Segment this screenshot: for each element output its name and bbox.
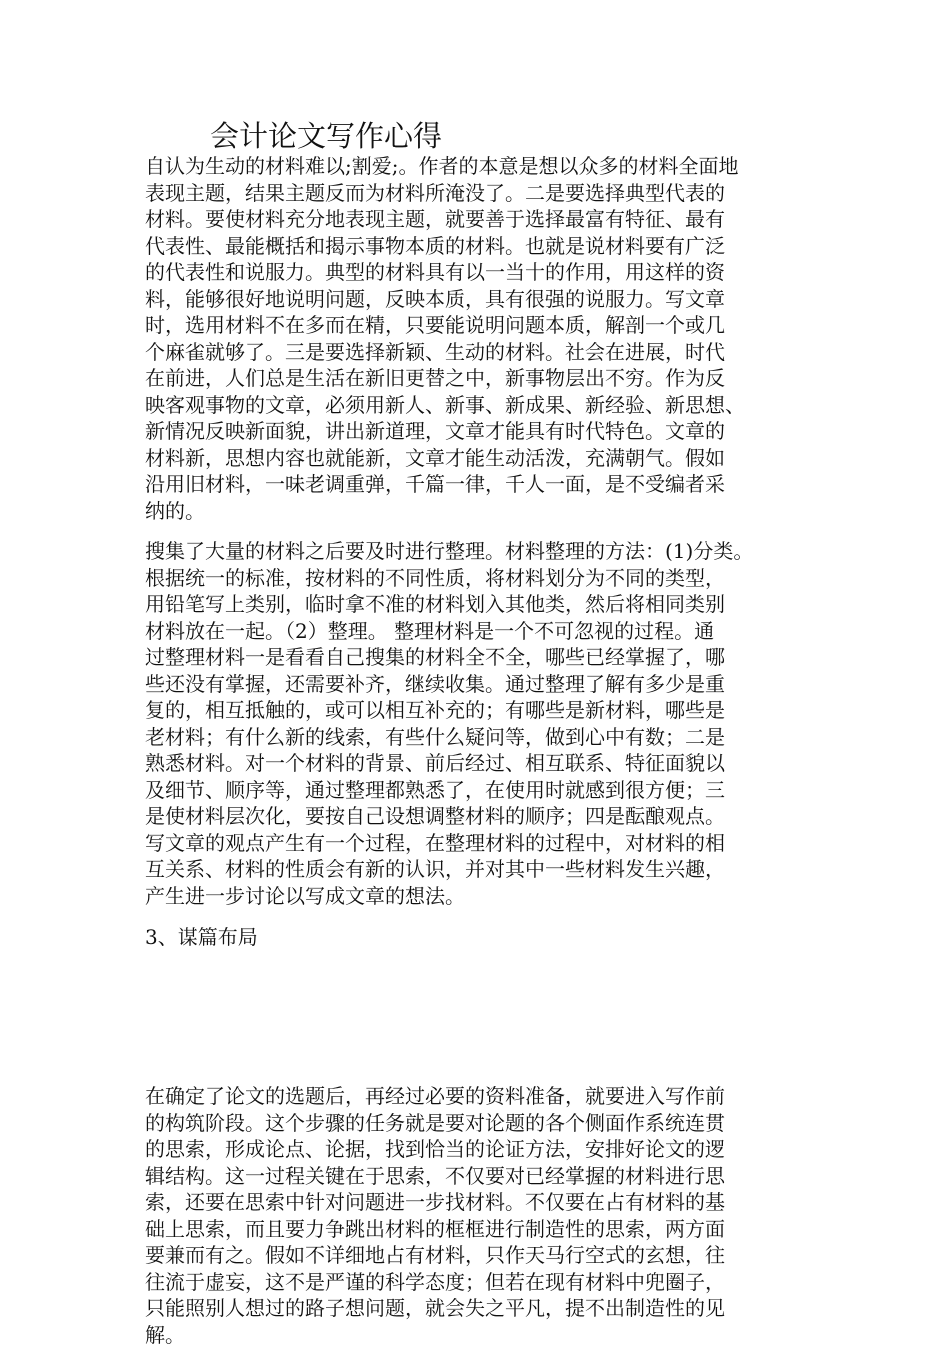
text-line: 新情况反映新面貌，讲出新道理，文章才能具有时代特色。文章的 bbox=[145, 418, 825, 445]
text-line: 用铅笔写上类别，临时拿不准的材料划入其他类，然后将相同类别 bbox=[145, 591, 825, 618]
text-line: 往流于虚妄，这不是严谨的科学态度；但若在现有材料中兜圈子， bbox=[145, 1269, 825, 1296]
text-line: 熟悉材料。对一个材料的背景、前后经过、相互联系、特征面貌以 bbox=[145, 750, 825, 777]
text-line: 产生进一步讨论以写成文章的想法。 bbox=[145, 883, 825, 910]
text-line: 搜集了大量的材料之后要及时进行整理。材料整理的方法：(1)分类。 bbox=[145, 538, 825, 565]
text-line: 纳的。 bbox=[145, 498, 825, 525]
paragraph-material-organizing bbox=[145, 538, 825, 909]
text-line: 老材料；有什么新的线索，有些什么疑问等，做到心中有数；二是 bbox=[145, 724, 825, 751]
text-line: 要兼而有之。假如不详细地占有材料，只作天马行空式的玄想，往 bbox=[145, 1242, 825, 1269]
text-line: 个麻雀就够了。三是要选择新颖、生动的材料。社会在进展，时代 bbox=[145, 339, 825, 366]
text-line: 自认为生动的材料难以;割爱;。作者的本意是想以众多的材料全面地 bbox=[145, 153, 825, 180]
text-line: 沿用旧材料，一味老调重弹，千篇一律，千人一面，是不受编者采 bbox=[145, 471, 825, 498]
text-line: 材料新，思想内容也就能新，文章才能生动活泼，充满朝气。假如 bbox=[145, 445, 825, 472]
text-line: 在确定了论文的选题后，再经过必要的资料准备，就要进入写作前 bbox=[145, 1083, 825, 1110]
text-line: 表现主题，结果主题反而为材料所淹没了。二是要选择典型代表的 bbox=[145, 180, 825, 207]
text-line: 材料放在一起。（2）整理。 整理材料是一个不可忽视的过程。通 bbox=[145, 618, 825, 645]
text-line: 辑结构。这一过程关键在于思索，不仅要对已经掌握的材料进行思 bbox=[145, 1163, 825, 1190]
text-line: 索，还要在思索中针对问题进一步找材料。不仅要在占有材料的基 bbox=[145, 1189, 825, 1216]
text-line: 代表性、最能概括和揭示事物本质的材料。也就是说材料要有广泛 bbox=[145, 233, 825, 260]
text-line: 互关系、材料的性质会有新的认识，并对其中一些材料发生兴趣， bbox=[145, 856, 825, 883]
text-line: 在前进，人们总是生活在新旧更替之中，新事物层出不穷。作为反 bbox=[145, 365, 825, 392]
text-line: 及细节、顺序等，通过整理都熟悉了，在使用时就感到很方便；三 bbox=[145, 777, 825, 804]
text-line: 础上思索，而且要力争跳出材料的框框进行制造性的思索，两方面 bbox=[145, 1216, 825, 1243]
document-title: 会计论文写作心得 bbox=[210, 116, 442, 156]
text-line: 只能照别人想过的路子想问题，就会失之平凡，提不出制造性的见 bbox=[145, 1295, 825, 1322]
text-line: 写文章的观点产生有一个过程，在整理材料的过程中，对材料的相 bbox=[145, 830, 825, 857]
paragraph-structure-planning bbox=[145, 1083, 825, 1348]
section-heading bbox=[145, 924, 825, 951]
text-line: 复的，相互抵触的，或可以相互补充的；有哪些是新材料，哪些是 bbox=[145, 697, 825, 724]
text-line: 映客观事物的文章，必须用新人、新事、新成果、新经验、新思想、 bbox=[145, 392, 825, 419]
text-line: 解。 bbox=[145, 1322, 825, 1348]
text-line: 的代表性和说服力。典型的材料具有以一当十的作用，用这样的资 bbox=[145, 259, 825, 286]
text-line: 过整理材料一是看看自己搜集的材料全不全，哪些已经掌握了，哪 bbox=[145, 644, 825, 671]
text-line: 料，能够很好地说明问题，反映本质，具有很强的说服力。写文章 bbox=[145, 286, 825, 313]
text-line: 3、谋篇布局 bbox=[145, 924, 825, 951]
text-line: 是使材料层次化，要按自己设想调整材料的顺序；四是酝酿观点。 bbox=[145, 803, 825, 830]
text-line: 根据统一的标准，按材料的不同性质，将材料划分为不同的类型， bbox=[145, 565, 825, 592]
text-line: 的思索，形成论点、论据，找到恰当的论证方法，安排好论文的逻 bbox=[145, 1136, 825, 1163]
text-line: 时，选用材料不在多而在精，只要能说明问题本质，解剖一个或几 bbox=[145, 312, 825, 339]
paragraph-material-selection bbox=[145, 153, 825, 524]
text-line: 的构筑阶段。这个步骤的任务就是要对论题的各个侧面作系统连贯 bbox=[145, 1110, 825, 1137]
text-line: 些还没有掌握，还需要补齐，继续收集。通过整理了解有多少是重 bbox=[145, 671, 825, 698]
text-line: 材料。要使材料充分地表现主题，就要善于选择最富有特征、最有 bbox=[145, 206, 825, 233]
